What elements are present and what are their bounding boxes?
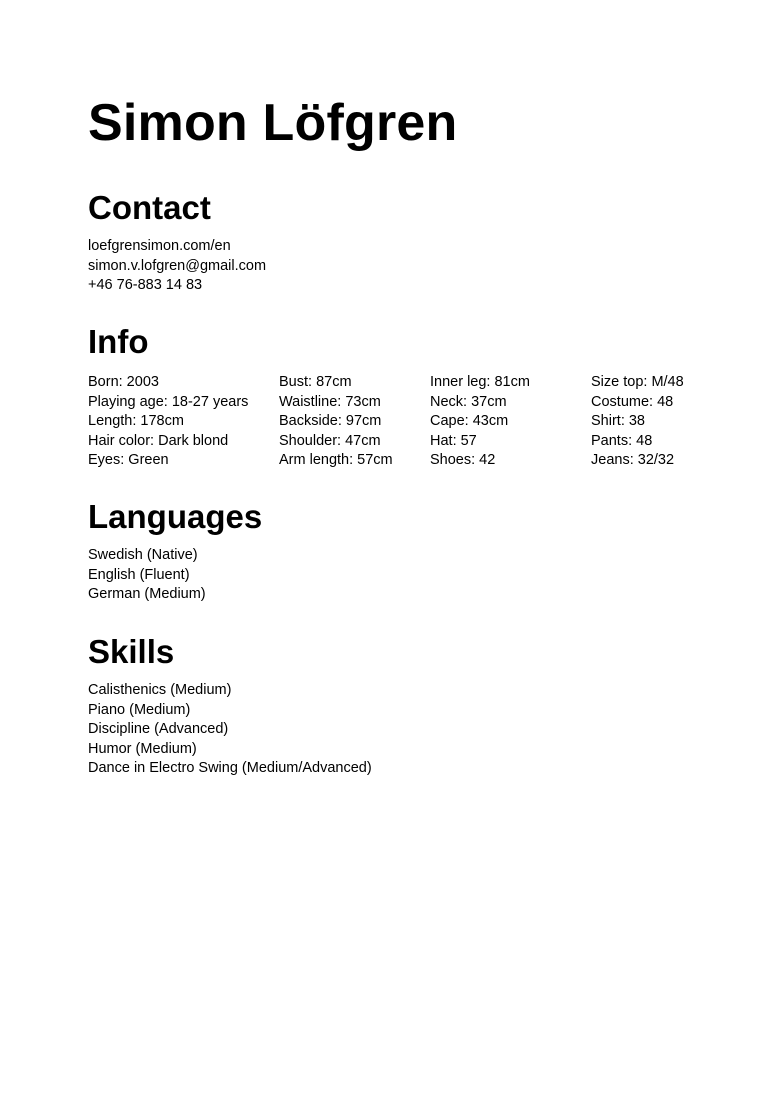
contact-list	[88, 237, 266, 296]
info-item: Pants: 48	[591, 432, 653, 449]
info-column-1	[88, 373, 248, 471]
info-item: Shoulder: 47cm	[279, 432, 381, 449]
contact-heading: Contact	[88, 189, 211, 226]
languages-heading: Languages	[88, 498, 263, 535]
info-item: Inner leg: 81cm	[430, 374, 530, 390]
info-column-4	[591, 373, 684, 471]
languages-list	[88, 546, 206, 605]
info-item: Playing age: 18-27 years	[88, 393, 249, 410]
info-item: Eyes: Green	[88, 452, 169, 468]
info-item: Backside: 97cm	[279, 413, 382, 429]
info-item: Cape: 43cm	[430, 413, 509, 429]
info-item: Length: 178cm	[88, 413, 184, 429]
info-item: Shoes: 42	[430, 452, 496, 468]
skill-item: Humor (Medium)	[88, 740, 197, 757]
contact-website: loefgrensimon.com/en	[88, 238, 231, 254]
skill-item: Piano (Medium)	[88, 701, 191, 718]
contact-phone: +46 76-883 14 83	[88, 277, 203, 293]
info-item: Size top: M/48	[591, 374, 684, 390]
info-item: Jeans: 32/32	[591, 452, 675, 468]
language-item: English (Fluent)	[88, 566, 190, 583]
info-item: Arm length: 57cm	[279, 452, 393, 468]
info-heading: Info	[88, 323, 149, 360]
info-column-3	[430, 373, 530, 471]
skills-heading: Skills	[88, 633, 175, 670]
info-item: Born: 2003	[88, 374, 159, 390]
info-item: Costume: 48	[591, 393, 674, 410]
language-item: Swedish (Native)	[88, 547, 198, 563]
skill-item: Calisthenics (Medium)	[88, 682, 232, 698]
person-name: Simon Löfgren	[88, 94, 458, 152]
contact-email: simon.v.lofgren@gmail.com	[88, 257, 267, 274]
skill-item: Discipline (Advanced)	[88, 721, 229, 737]
info-item: Shirt: 38	[591, 413, 645, 429]
skill-item: Dance in Electro Swing (Medium/Advanced)	[88, 760, 372, 776]
info-item: Hat: 57	[430, 432, 477, 449]
language-item: German (Medium)	[88, 586, 206, 602]
skills-list	[88, 681, 372, 779]
info-column-2	[279, 373, 393, 471]
info-item: Waistline: 73cm	[279, 393, 381, 410]
info-item: Bust: 87cm	[279, 374, 352, 390]
info-item: Neck: 37cm	[430, 393, 507, 410]
info-item: Hair color: Dark blond	[88, 432, 229, 449]
